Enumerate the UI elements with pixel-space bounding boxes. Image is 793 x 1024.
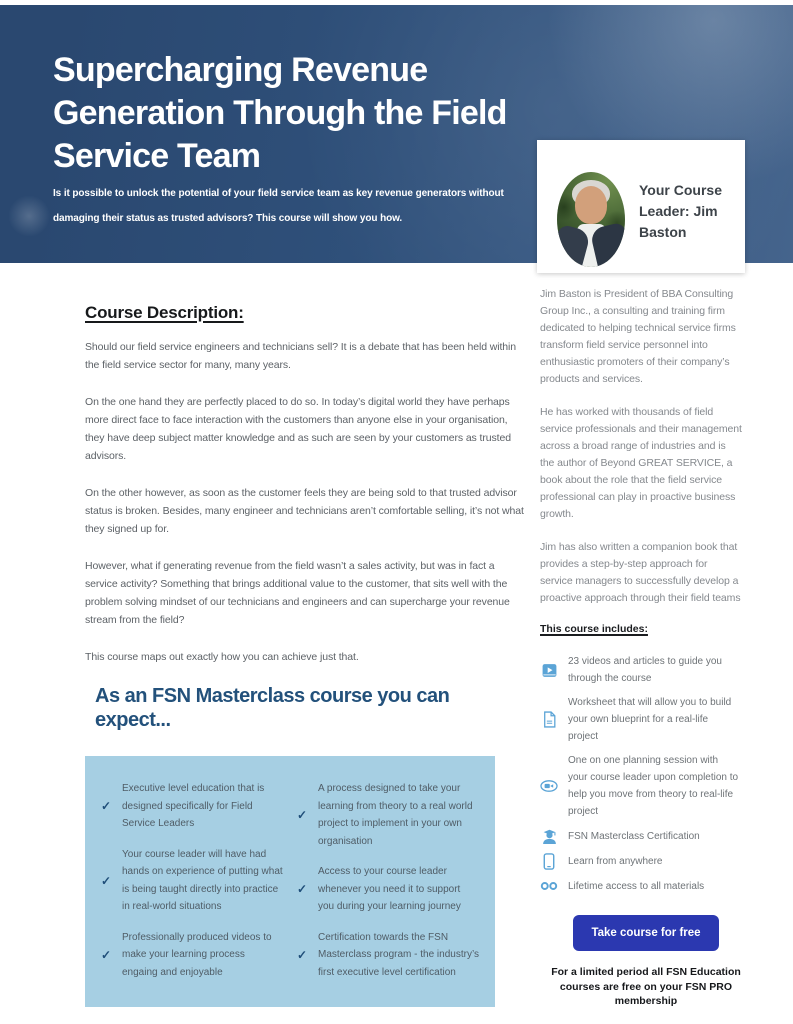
free-course-note: For a limited period all FSN Education courses are free on your FSN PRO membership [551,966,741,1007]
check-icon: ✓ [297,882,308,897]
list-item [540,653,752,687]
check-icon: ✓ [297,808,308,822]
video-file-icon [540,661,558,679]
leader-bio-paragraph: Jim Baston is President of BBA Consulting Group Inc., a consulting and training firm dedicated to helping technical service firms transform field service personnel into enthusiastic promoters of their company’s products and services. [540,288,736,385]
expect-item [297,780,479,850]
mobile-phone-icon [540,852,558,870]
expect-box [85,756,495,1007]
course-subtitle: Is it possible to unlock the potential of your field service team as key revenue generators without damaging their status as trusted advisors? This course will show you how. [53,188,504,224]
expect-item-text: Certification towards the FSN Masterclass program - the industry’s first executive level certification [318,931,479,978]
list-item [540,694,752,745]
expect-item [297,929,479,982]
video-call-icon [540,777,558,795]
course-title: Supercharging Revenue Generation Through the Field Service Team [53,51,507,175]
expect-heading: As an FSN Masterclass course you can expect... [95,685,450,731]
course-leader-card [537,140,745,273]
avatar-face [575,186,607,224]
description-paragraph: On the one hand they are perfectly placed to do so. In today’s digital world they have perhaps more direct face to face interaction with the customers than anyone else in your organisation, they have deep subject matter knowledge and as such are seen by your customers as trusted advisors. [85,396,511,462]
hero-banner [0,5,793,263]
list-item [540,852,752,870]
description-paragraph: However, what if generating revenue from the field wasn’t a sales activity, but was in fact a service activity? Something that brings additional value to the customer, that sits well with the problem solving mindset of our technicians and engineers and can supercharge your revenue stream from the field? [85,560,510,626]
list-item [540,877,752,895]
list-item-text: Lifetime access to all materials [568,880,705,892]
pdf-worksheet-icon [540,711,558,729]
leader-bio-paragraph: He has worked with thousands of field service professionals and their management across a broad range of industries and is the author of Beyond GREAT SERVICE, a book about the role that the field service professional can play in proactive business growth. [540,406,742,520]
description-paragraph: Should our field service engineers and technicians sell? It is a debate that has been held within the field service sector for many, many years. [85,341,516,371]
check-icon: ✓ [101,873,112,888]
list-item-text: 23 videos and articles to guide you through the course [568,656,722,684]
certification-icon [540,827,558,845]
description-paragraph: On the other however, as soon as the customer feels they are being sold to that trusted advisor status is broken. Besides, many engineer and technicians aren’t comfortable selling, it’s not what they signed up for. [85,487,524,535]
course-description-heading: Course Description: [85,303,244,322]
course-includes-heading: This course includes: [540,623,648,635]
leader-bio-paragraph: Jim has also written a companion book that provides a step-by-step approach for service managers to successfully develop a proactive approach through their field teams [540,541,741,604]
expect-item-text: Executive level education that is designed specifically for Field Service Leaders [122,783,265,829]
take-course-button[interactable]: Take course for free [573,915,719,951]
expect-item-text: Your course leader will have had hands on experience of putting what is being taught directly into practice in real-world situations [122,848,283,912]
leader-label: Your Course Leader: Jim Baston [639,182,722,240]
list-item [540,827,752,845]
infinity-icon [540,877,558,895]
description-paragraph: This course maps out exactly how you can achieve just that. [85,651,359,663]
lens-flare [8,195,50,237]
course-description-section [85,303,525,1007]
expect-item-text: A process designed to take your learning from theory to a real world project to implement in your own organisation [318,783,473,847]
sidebar [540,286,752,1009]
list-item [540,752,752,820]
expect-column-right [297,780,479,981]
expect-item [297,863,479,916]
list-item-text: One on one planning session with your course leader upon completion to help you move from theory to real-life project [568,755,739,817]
expect-item [101,846,283,916]
check-icon: ✓ [297,947,308,962]
list-item-text: Learn from anywhere [568,855,663,867]
expect-item [101,929,283,982]
leader-photo-avatar [557,172,625,267]
list-item-text: FSN Masterclass Certification [568,830,700,842]
check-icon: ✓ [101,799,112,814]
course-includes-list [540,653,752,895]
check-icon: ✓ [101,947,112,962]
expect-item-text: Access to your course leader whenever you need it to support you during your learning journey [318,866,461,912]
expect-item-text: Professionally produced videos to make your learning process engaing and enjoyable [122,931,272,978]
list-item-text: Worksheet that will allow you to build your own blueprint for a real-life project [568,697,732,742]
expect-item [101,780,283,833]
expect-column-left [101,780,283,981]
